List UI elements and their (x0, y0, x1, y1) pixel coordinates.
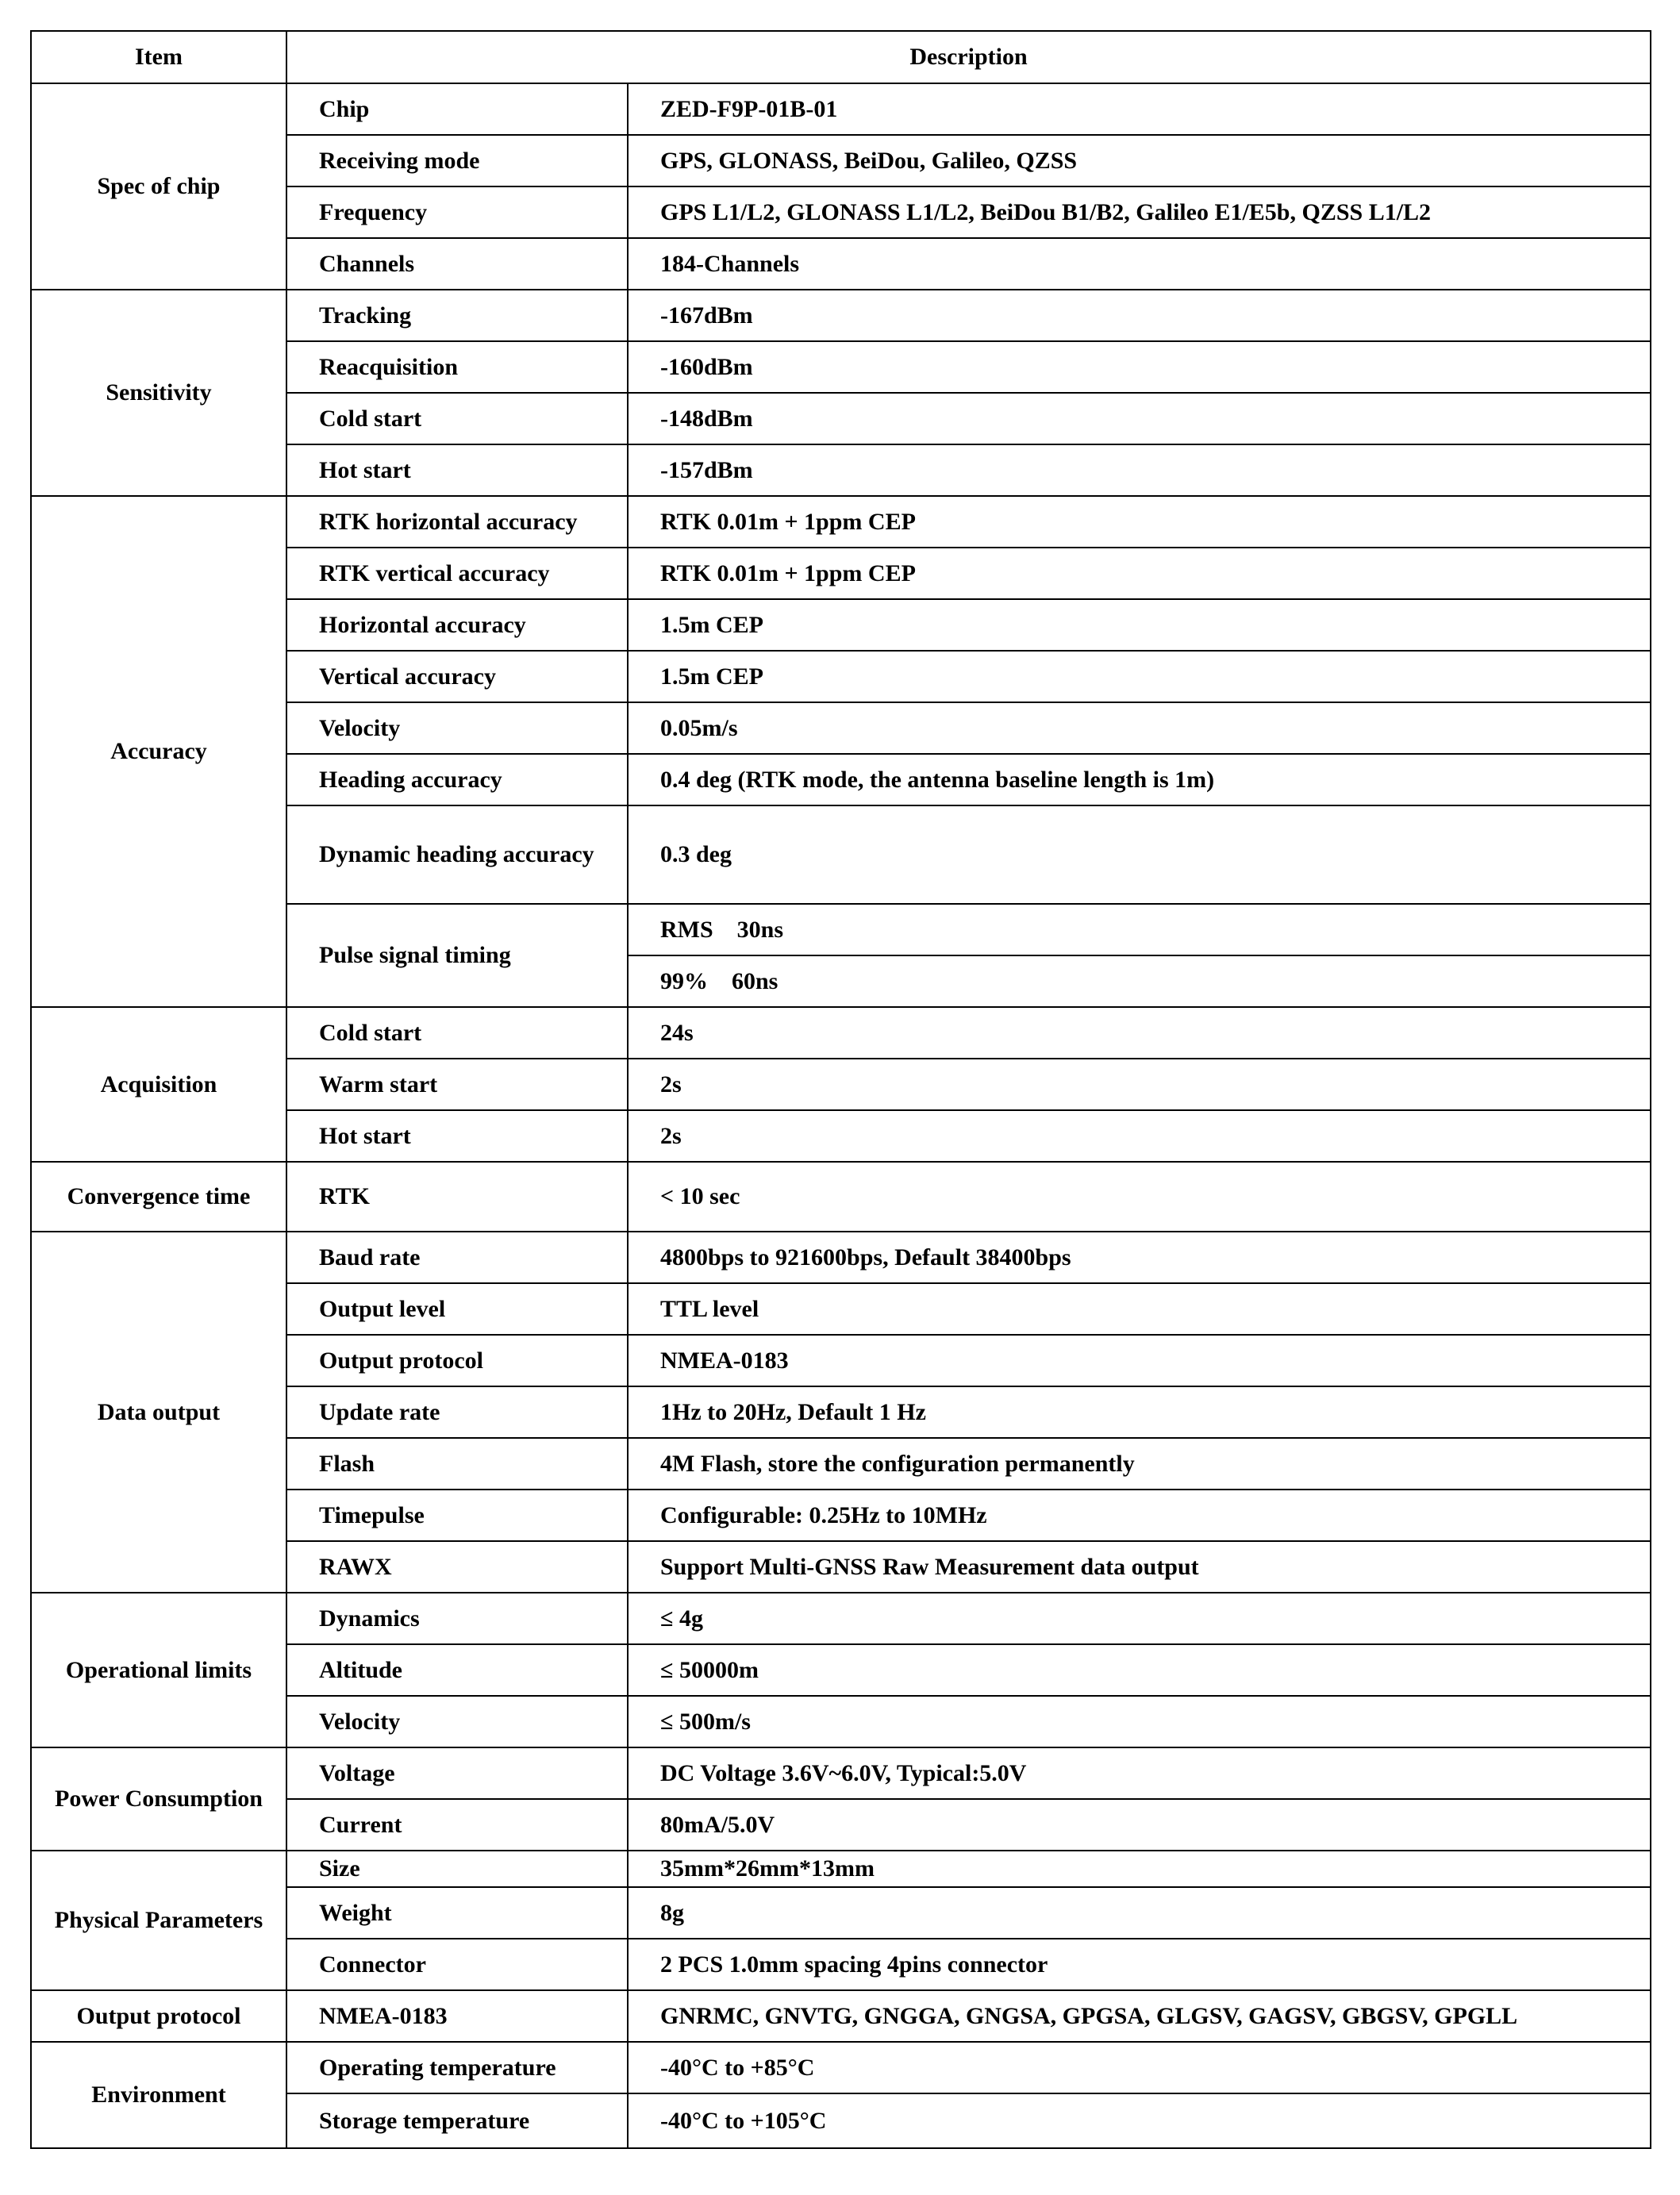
param-cell: Size (286, 1851, 628, 1887)
param-cell: Operating temperature (286, 2042, 628, 2093)
desc-cell: -148dBm (628, 393, 1651, 444)
table-row (31, 1593, 1651, 1644)
param-cell: Storage temperature (286, 2093, 628, 2148)
group-label: Power Consumption (31, 1747, 286, 1851)
desc-cell: 2s (628, 1059, 1651, 1110)
group-label: Sensitivity (31, 290, 286, 496)
param-cell: Reacquisition (286, 341, 628, 393)
desc-cell: Configurable: 0.25Hz to 10MHz (628, 1490, 1651, 1541)
desc-cell: ZED-F9P-01B-01 (628, 83, 1651, 135)
header-description: Description (286, 31, 1651, 83)
desc-cell: DC Voltage 3.6V~6.0V, Typical:5.0V (628, 1747, 1651, 1799)
param-cell: Cold start (286, 1007, 628, 1059)
desc-cell: -157dBm (628, 444, 1651, 496)
desc-cell: 0.3 deg (628, 805, 1651, 904)
param-cell: Cold start (286, 393, 628, 444)
table-row (31, 1232, 1651, 1283)
param-cell: RTK horizontal accuracy (286, 496, 628, 548)
param-cell: RTK vertical accuracy (286, 548, 628, 599)
desc-cell: GPS, GLONASS, BeiDou, Galileo, QZSS (628, 135, 1651, 186)
param-cell: Frequency (286, 186, 628, 238)
param-cell: Hot start (286, 444, 628, 496)
group-label: Output protocol (31, 1990, 286, 2042)
group-label: Convergence time (31, 1162, 286, 1232)
param-cell: Pulse signal timing (286, 904, 628, 1007)
param-cell: Voltage (286, 1747, 628, 1799)
param-cell: Receiving mode (286, 135, 628, 186)
desc-cell: ≤ 50000m (628, 1644, 1651, 1696)
table-row (31, 83, 1651, 135)
desc-cell: 80mA/5.0V (628, 1799, 1651, 1851)
param-cell: Channels (286, 238, 628, 290)
param-cell: Baud rate (286, 1232, 628, 1283)
desc-cell: 2 PCS 1.0mm spacing 4pins connector (628, 1939, 1651, 1990)
group-label: Operational limits (31, 1593, 286, 1747)
desc-cell: GNRMC, GNVTG, GNGGA, GNGSA, GPGSA, GLGSV, GAGSV, GBGSV, GPGLL (628, 1990, 1651, 2042)
desc-cell: 1.5m CEP (628, 599, 1651, 651)
desc-cell: 0.05m/s (628, 702, 1651, 754)
param-cell: NMEA-0183 (286, 1990, 628, 2042)
table-row (31, 1747, 1651, 1799)
param-cell: Output level (286, 1283, 628, 1335)
param-cell: RAWX (286, 1541, 628, 1593)
param-cell: Tracking (286, 290, 628, 341)
param-cell: Altitude (286, 1644, 628, 1696)
group-label: Spec of chip (31, 83, 286, 290)
group-label: Data output (31, 1232, 286, 1593)
desc-cell: 24s (628, 1007, 1651, 1059)
table-row (31, 1007, 1651, 1059)
param-cell: Heading accuracy (286, 754, 628, 805)
desc-cell: RTK 0.01m + 1ppm CEP (628, 548, 1651, 599)
param-cell: RTK (286, 1162, 628, 1232)
group-label: Physical Parameters (31, 1851, 286, 1990)
header-row (31, 31, 1651, 83)
group-label: Accuracy (31, 496, 286, 1007)
desc-cell: Support Multi-GNSS Raw Measurement data output (628, 1541, 1651, 1593)
param-cell: Current (286, 1799, 628, 1851)
param-cell: Vertical accuracy (286, 651, 628, 702)
desc-cell: -40°C to +85°C (628, 2042, 1651, 2093)
desc-cell: RMS 30ns (628, 904, 1651, 955)
desc-cell: NMEA-0183 (628, 1335, 1651, 1386)
desc-cell: 1Hz to 20Hz, Default 1 Hz (628, 1386, 1651, 1438)
param-cell: Update rate (286, 1386, 628, 1438)
param-cell: Weight (286, 1887, 628, 1939)
desc-cell: 2s (628, 1110, 1651, 1162)
desc-cell: GPS L1/L2, GLONASS L1/L2, BeiDou B1/B2, Galileo E1/E5b, QZSS L1/L2 (628, 186, 1651, 238)
desc-cell: 0.4 deg (RTK mode, the antenna baseline length is 1m) (628, 754, 1651, 805)
desc-cell: 4800bps to 921600bps, Default 38400bps (628, 1232, 1651, 1283)
header-item: Item (31, 31, 286, 83)
spec-table (30, 30, 1651, 2149)
desc-cell: < 10 sec (628, 1162, 1651, 1232)
table-row (31, 2042, 1651, 2093)
desc-cell: 184-Channels (628, 238, 1651, 290)
group-label: Environment (31, 2042, 286, 2148)
desc-cell: -160dBm (628, 341, 1651, 393)
desc-cell: RTK 0.01m + 1ppm CEP (628, 496, 1651, 548)
param-cell: Hot start (286, 1110, 628, 1162)
table-row (31, 1162, 1651, 1232)
desc-cell: ≤ 500m/s (628, 1696, 1651, 1747)
param-cell: Dynamic heading accuracy (286, 805, 628, 904)
param-cell: Output protocol (286, 1335, 628, 1386)
desc-cell: -167dBm (628, 290, 1651, 341)
param-cell: Warm start (286, 1059, 628, 1110)
desc-cell: 8g (628, 1887, 1651, 1939)
desc-cell: 99% 60ns (628, 955, 1651, 1007)
param-cell: Velocity (286, 1696, 628, 1747)
desc-cell: 4M Flash, store the configuration permanently (628, 1438, 1651, 1490)
table-row (31, 1851, 1651, 1887)
desc-cell: 1.5m CEP (628, 651, 1651, 702)
desc-cell: TTL level (628, 1283, 1651, 1335)
param-cell: Dynamics (286, 1593, 628, 1644)
table-row (31, 496, 1651, 548)
desc-cell: ≤ 4g (628, 1593, 1651, 1644)
param-cell: Horizontal accuracy (286, 599, 628, 651)
desc-cell: 35mm*26mm*13mm (628, 1851, 1651, 1887)
param-cell: Velocity (286, 702, 628, 754)
spec-body (31, 83, 1651, 2148)
param-cell: Flash (286, 1438, 628, 1490)
table-row (31, 1990, 1651, 2042)
group-label: Acquisition (31, 1007, 286, 1162)
table-row (31, 290, 1651, 341)
desc-cell: -40°C to +105°C (628, 2093, 1651, 2148)
param-cell: Timepulse (286, 1490, 628, 1541)
param-cell: Chip (286, 83, 628, 135)
param-cell: Connector (286, 1939, 628, 1990)
